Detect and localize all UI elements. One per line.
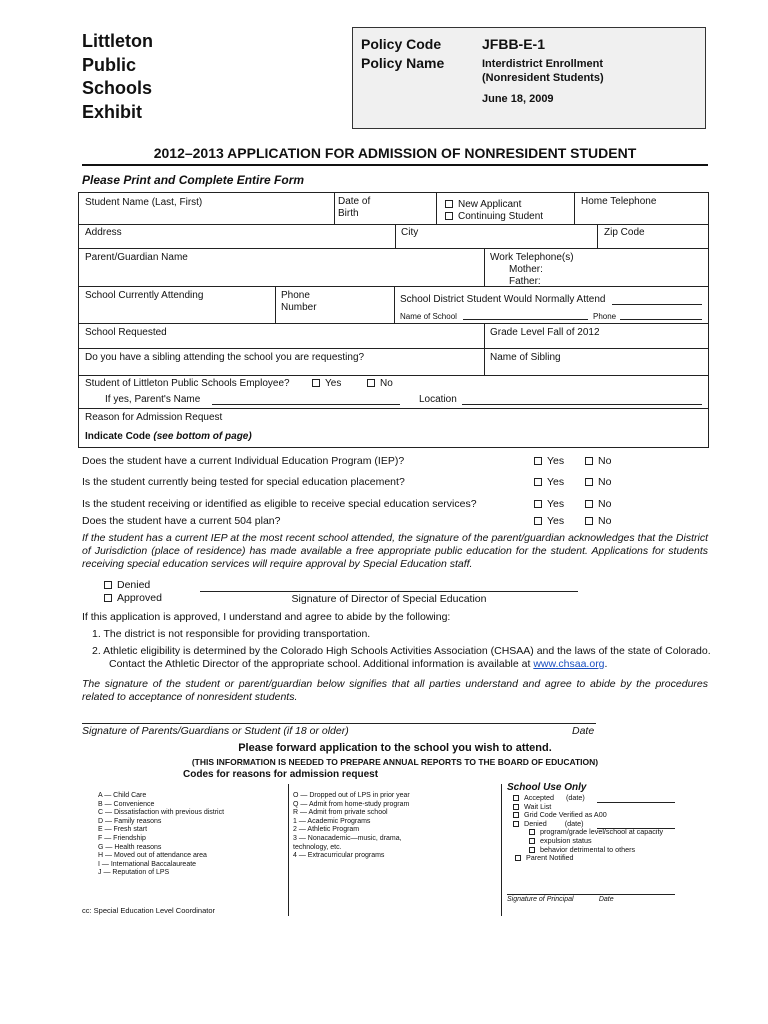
question-testing: Is the student currently being tested for special education placement?	[82, 476, 405, 488]
principal-signature-label	[507, 896, 614, 905]
agreement-intro: If this application is approved, I understand and agree to abide by the following:	[82, 611, 451, 623]
denied-option[interactable]	[104, 579, 150, 592]
code-item: R — Admit from private school	[293, 809, 388, 817]
policy-name-label: Policy Name	[361, 55, 445, 71]
iep-paragraph: If the student has a current IEP at the most recent school attended, the signature of the parent/guardian acknowledges that the District of Jurisdiction (place of residence) has made available a free appropriate public education for the student. Applications for students receiving special education services will require approval by Special Education staff.	[82, 532, 708, 570]
employee-no-option[interactable]	[367, 378, 393, 390]
chsaa-link[interactable]: www.chsaa.org	[533, 658, 605, 670]
codes-left-list	[98, 792, 224, 878]
col-divider	[484, 323, 485, 375]
no-label: No	[598, 476, 612, 488]
code-item: F — Friendship	[98, 834, 146, 842]
form-instructions: Please Print and Complete Entire Form	[82, 173, 305, 187]
reason-label: Reason for Admission Request	[85, 412, 223, 423]
col-divider	[484, 248, 485, 286]
iep-yes-checkbox[interactable]	[534, 457, 542, 465]
director-signature-line[interactable]	[200, 591, 578, 592]
plan504-yes-option[interactable]	[534, 515, 564, 527]
accepted-date-line[interactable]	[597, 802, 675, 803]
employee-no-label: No	[380, 378, 393, 389]
parent-notified-label: Parent Notified	[526, 853, 574, 863]
work-telephone-label: Work Telephone(s)	[490, 252, 574, 263]
col-divider	[275, 286, 276, 323]
home-telephone-field[interactable]: Home Telephone	[581, 196, 657, 207]
code-item: E — Fresh start	[98, 826, 148, 834]
code-item: 1 — Academic Programs	[293, 817, 371, 825]
parent-signature-label: Signature of Parents/Guardians or Student (if 18 or older)	[82, 725, 349, 737]
name-of-school-label: Name of School	[400, 312, 457, 321]
approved-label: Approved	[117, 592, 162, 604]
iep-no-checkbox[interactable]	[585, 457, 593, 465]
employee-no-checkbox[interactable]	[367, 379, 375, 387]
row-divider	[79, 224, 708, 225]
name-of-school-line[interactable]	[463, 319, 588, 320]
wait-list-checkbox[interactable]	[513, 804, 519, 810]
code-item: B — Convenience	[98, 800, 155, 808]
policy-box	[352, 27, 706, 129]
cc-note: cc: Special Education Level Coordinator	[82, 906, 215, 915]
school-denied-checkbox[interactable]	[513, 821, 519, 827]
code-item: technology, etc.	[293, 843, 342, 851]
capacity-label: program/grade level/school at capacity	[540, 827, 664, 837]
agreement-item-2	[92, 645, 718, 671]
grid-code-checkbox[interactable]	[513, 812, 519, 818]
phone-number-label-2[interactable]: Number	[281, 302, 317, 313]
principal-date-text: Date	[598, 896, 614, 903]
capacity-checkbox[interactable]	[529, 829, 535, 835]
indicate-code-note: (see bottom of page)	[153, 431, 252, 442]
employee-yes-checkbox[interactable]	[312, 379, 320, 387]
location-label: Location	[419, 394, 457, 405]
city-field[interactable]: City	[401, 227, 419, 238]
policy-code-label: Policy Code	[361, 36, 442, 52]
accepted-label: Accepted	[524, 793, 554, 802]
col-divider	[394, 286, 395, 323]
agreement-item-2-end: .	[604, 658, 608, 670]
agreement-item-1: 1. The district is not responsible for providing transportation.	[92, 628, 371, 640]
question-504: Does the student have a current 504 plan?	[82, 515, 281, 527]
accepted-checkbox[interactable]	[513, 795, 519, 801]
indicate-code-label: Indicate Code	[85, 431, 151, 442]
denied-date-label: (date)	[564, 818, 584, 828]
employee-yes-label: Yes	[325, 378, 342, 389]
no-label: No	[598, 498, 612, 510]
code-item: H — Moved out of attendance area	[98, 852, 207, 860]
row-divider	[79, 408, 708, 409]
expulsion-checkbox[interactable]	[529, 838, 535, 844]
policy-date: June 18, 2009	[482, 93, 554, 105]
parent-name-field[interactable]: Parent/Guardian Name	[85, 252, 188, 263]
code-item: G — Health reasons	[98, 843, 162, 851]
policy-name-line1: Interdistrict Enrollment	[482, 58, 604, 70]
forward-note: (THIS INFORMATION IS NEEDED TO PREPARE ANNUAL REPORTS TO THE BOARD OF EDUCATION)	[191, 757, 599, 767]
exhibit-line: Public	[82, 54, 137, 75]
testing-yes-checkbox[interactable]	[534, 478, 542, 486]
dob-label-1: Date of	[338, 196, 371, 207]
continuing-student-checkbox[interactable]	[445, 212, 453, 220]
yes-label: Yes	[547, 476, 565, 488]
principal-signature-text: Signature of Principal	[507, 896, 574, 903]
district-attend-line[interactable]	[612, 304, 702, 305]
agreement-item-2-text: 2. Athletic eligibility is determined by the Colorado High Schools Activities Association (CHSAA) and the laws of the state of Colorado. Contact the Athletic Director of the appropriate school. Additional information is available at	[92, 645, 711, 670]
col-divider	[597, 224, 598, 248]
col-divider	[334, 193, 335, 224]
wait-list-label: Wait List	[524, 801, 552, 811]
yes-label: Yes	[547, 455, 565, 467]
school-requested-field[interactable]: School Requested	[85, 327, 167, 338]
code-item: 4 — Extracurricular programs	[293, 852, 385, 860]
new-applicant-checkbox[interactable]	[445, 200, 453, 208]
code-item: O — Dropped out of LPS in prior year	[293, 792, 410, 799]
no-label: No	[598, 515, 612, 527]
district-attend-label: School District Student Would Normally Attend	[400, 294, 606, 305]
principal-signature-line[interactable]	[507, 894, 675, 895]
title-divider	[82, 164, 708, 166]
code-item: 2 — Athletic Program	[293, 826, 360, 834]
phone-small-label: Phone	[593, 312, 617, 321]
grade-level-field[interactable]: Grade Level Fall of 2012	[490, 327, 600, 338]
denied-checkbox[interactable]	[104, 581, 112, 589]
no-label: No	[598, 455, 612, 467]
behavior-label: behavior detrimental to others	[540, 844, 636, 854]
phone-small-line[interactable]	[620, 319, 702, 320]
accepted-date-label: (date)	[565, 793, 585, 802]
employee-yes-option[interactable]	[312, 378, 341, 390]
mother-phone-field[interactable]: Mother:	[509, 264, 543, 275]
continuing-student-label: Continuing Student	[458, 211, 544, 222]
codes-heading: Codes for reasons for admission request	[183, 769, 379, 780]
plan504-no-option[interactable]	[585, 515, 611, 527]
iep-no-option[interactable]	[585, 455, 611, 467]
parent-notified-item[interactable]	[513, 854, 663, 863]
iep-yes-option[interactable]	[534, 455, 564, 467]
denied-date-line[interactable]	[597, 828, 675, 829]
director-signature-label: Signature of Director of Special Education	[291, 593, 487, 605]
zip-field[interactable]: Zip Code	[604, 227, 645, 238]
indicate-code-field[interactable]	[85, 431, 252, 443]
code-item: I — International Baccalaureate	[98, 860, 197, 868]
employee-question: Student of Littleton Public Schools Employee?	[85, 378, 290, 389]
question-iep: Does the student have a current Individual Education Program (IEP)?	[82, 455, 405, 467]
parents-name-label: If yes, Parent's Name	[105, 394, 201, 405]
parent-notified-checkbox[interactable]	[515, 855, 521, 861]
row-divider	[79, 323, 708, 324]
address-field[interactable]: Address	[85, 227, 122, 238]
eligible-yes-option[interactable]	[534, 498, 564, 510]
code-item: D — Family reasons	[98, 817, 162, 825]
policy-code-value: JFBB-E-1	[482, 36, 546, 52]
school-attending-field[interactable]: School Currently Attending	[85, 290, 204, 301]
eligible-yes-checkbox[interactable]	[534, 500, 542, 508]
row-divider	[79, 375, 708, 376]
question-eligible: Is the student receiving or identified as eligible to receive special education services?	[82, 498, 477, 510]
exhibit-line: Exhibit	[82, 101, 143, 122]
sibling-question: Do you have a sibling attending the school you are requesting?	[85, 352, 365, 363]
expulsion-label: expulsion status	[540, 835, 592, 845]
signature-paragraph: The signature of the student or parent/guardian below signifies that all parties understand and agree to abide by the procedures related to acceptance of nonresident students.	[82, 678, 708, 703]
eligible-no-checkbox[interactable]	[585, 500, 593, 508]
code-item: A — Child Care	[98, 792, 147, 799]
approved-checkbox[interactable]	[104, 594, 112, 602]
school-use-divider	[501, 784, 502, 916]
codes-divider	[288, 784, 289, 916]
code-item: J — Reputation of LPS	[98, 869, 170, 877]
testing-no-checkbox[interactable]	[585, 478, 593, 486]
code-item: Q — Admit from home-study program	[293, 800, 410, 808]
testing-no-option[interactable]	[585, 476, 611, 488]
exhibit-line: Schools	[82, 78, 153, 98]
parents-name-line[interactable]	[212, 404, 400, 405]
eligible-no-option[interactable]	[585, 498, 611, 510]
signature-date-label: Date	[572, 725, 595, 737]
student-name-field[interactable]: Student Name (Last, First)	[85, 197, 203, 208]
school-use-title: School Use Only	[507, 782, 587, 793]
new-applicant-label: New Applicant	[458, 199, 522, 210]
grid-code-label: Grid Code Verified as A00	[524, 810, 607, 820]
location-line[interactable]	[462, 404, 702, 405]
policy-name-line2: (Nonresident Students)	[482, 72, 604, 84]
school-denied-label: Denied	[524, 818, 547, 828]
plan504-yes-checkbox[interactable]	[534, 517, 542, 525]
dob-label-2[interactable]: Birth	[338, 208, 359, 219]
application-form-table	[78, 192, 709, 448]
row-divider	[79, 248, 708, 249]
continuing-student-option[interactable]	[445, 211, 543, 223]
behavior-checkbox[interactable]	[529, 847, 535, 853]
exhibit-title	[82, 30, 153, 124]
parent-signature-line[interactable]	[82, 723, 596, 724]
phone-number-label-1: Phone	[281, 290, 310, 301]
page-title: 2012–2013 APPLICATION FOR ADMISSION OF NONRESIDENT STUDENT	[153, 145, 637, 161]
col-divider	[436, 193, 437, 224]
row-divider	[79, 348, 708, 349]
code-item: 3 — Nonacademic—music, drama,	[293, 834, 402, 842]
denied-label: Denied	[117, 579, 151, 591]
yes-label: Yes	[547, 515, 565, 527]
codes-right-list	[293, 792, 410, 861]
father-phone-field[interactable]: Father:	[509, 276, 541, 287]
col-divider	[395, 224, 396, 248]
exhibit-line: Littleton	[82, 31, 153, 51]
sibling-name-field[interactable]: Name of Sibling	[490, 352, 561, 363]
approved-option[interactable]	[104, 592, 162, 605]
plan504-no-checkbox[interactable]	[585, 517, 593, 525]
testing-yes-option[interactable]	[534, 476, 564, 488]
code-item: C — Dissatisfaction with previous district	[98, 809, 225, 817]
col-divider	[574, 193, 575, 224]
new-applicant-option[interactable]	[445, 199, 521, 211]
yes-label: Yes	[547, 498, 565, 510]
forward-instruction: Please forward application to the school you wish to attend.	[238, 742, 552, 754]
